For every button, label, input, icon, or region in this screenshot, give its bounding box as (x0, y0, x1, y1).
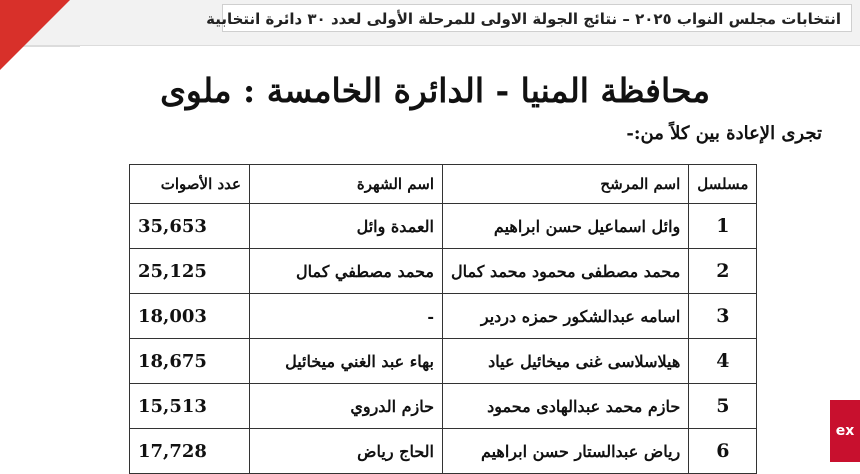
table-row (130, 249, 757, 294)
header-votes: عدد الأصوات (130, 165, 250, 204)
document-subtitle: تجرى الإعادة بين كلاً من:- (626, 123, 822, 144)
table-header-row (130, 165, 757, 204)
channel-logo: ex (830, 400, 860, 462)
cell-serial: 1 (689, 204, 757, 249)
cell-alias: العمدة وائل (250, 204, 443, 249)
cell-votes: 15,513 (130, 384, 250, 429)
document-title: محافظة المنيا - الدائرة الخامسة : ملوى (160, 71, 710, 110)
header-alias: اسم الشهرة (250, 165, 443, 204)
cell-serial: 6 (689, 429, 757, 474)
cell-name: اسامه عبدالشكور حمزه دردير (443, 294, 689, 339)
cell-serial: 5 (689, 384, 757, 429)
table-row (130, 429, 757, 474)
news-ticker: انتخابات مجلس النواب ٢٠٢٥ – نتائج الجولة الاولى للمرحلة الأولى لعدد ٣٠ دائرة انتخابية (222, 4, 852, 32)
cell-name: وائل اسماعيل حسن ابراهيم (443, 204, 689, 249)
cell-serial: 4 (689, 339, 757, 384)
cell-name: محمد مصطفى محمود محمد كمال (443, 249, 689, 294)
cell-name: حازم محمد عبدالهادى محمود (443, 384, 689, 429)
table-row (130, 204, 757, 249)
cell-serial: 2 (689, 249, 757, 294)
table-row (130, 339, 757, 384)
results-table (129, 164, 757, 474)
results-document (80, 46, 860, 462)
cell-alias: - (250, 294, 443, 339)
cell-alias: حازم الدروي (250, 384, 443, 429)
cell-serial: 3 (689, 294, 757, 339)
table-row (130, 294, 757, 339)
cell-votes: 18,675 (130, 339, 250, 384)
cell-name: هيلاسلاسى غنى ميخائيل عياد (443, 339, 689, 384)
cell-votes: 35,653 (130, 204, 250, 249)
cell-votes: 17,728 (130, 429, 250, 474)
table-row (130, 384, 757, 429)
header-serial: مسلسل (689, 165, 757, 204)
cell-votes: 25,125 (130, 249, 250, 294)
header-name: اسم المرشح (443, 165, 689, 204)
channel-red-corner (0, 0, 70, 70)
cell-alias: الحاج رياض (250, 429, 443, 474)
cell-alias: بهاء عبد الغني ميخائيل (250, 339, 443, 384)
cell-votes: 18,003 (130, 294, 250, 339)
cell-name: رياض عبدالستار حسن ابراهيم (443, 429, 689, 474)
cell-alias: محمد مصطفي كمال (250, 249, 443, 294)
